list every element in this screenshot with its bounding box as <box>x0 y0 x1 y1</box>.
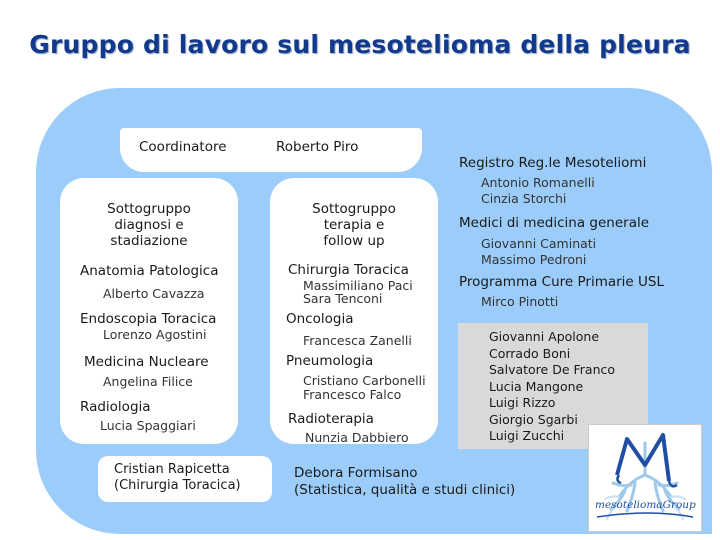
patient-name: Corrado Boni <box>489 345 571 361</box>
therapy-section-chirurgia: Chirurgia Toracica <box>288 262 409 278</box>
diagnosis-section-radiologia: Radiologia <box>80 399 151 415</box>
lungs-icon <box>589 425 701 531</box>
patient-name: Luigi Zucchi <box>489 428 565 443</box>
therapy-member: Nunzia Dabbiero <box>305 430 409 445</box>
therapy-member: Cristiano Carbonelli <box>303 373 426 388</box>
right-member: Massimo Pedroni <box>481 252 587 267</box>
right-member: Giovanni Caminati <box>481 236 597 251</box>
diagnosis-section-anatomia: Anatomia Patologica <box>80 263 219 279</box>
diagnosis-section-medicina-nucleare: Medicina Nucleare <box>84 354 209 370</box>
patient-name: Salvatore De Franco <box>489 362 616 377</box>
statistics-name: Debora Formisano <box>294 465 418 481</box>
diagnosis-section-endoscopia: Endoscopia Toracica <box>80 311 217 327</box>
right-member: Antonio Romanelli <box>481 175 595 190</box>
statistics-role: (Statistica, qualità e studi clinici) <box>294 482 516 498</box>
diagnosis-subgroup-title: Sottogruppo diagnosi e stadiazione <box>107 201 191 249</box>
right-section-medici: Medici di medicina generale <box>459 215 650 231</box>
right-section-registro: Registro Reg.le Mesoteliomi <box>459 155 647 171</box>
patient-name: Giorgio Sgarbi <box>489 411 578 427</box>
therapy-section-pneumologia: Pneumologia <box>286 353 374 369</box>
patient-name: Luigi Rizzo <box>489 395 556 410</box>
mesotelioma-group-logo <box>588 424 702 532</box>
therapy-subgroup-title: Sottogruppo terapia e follow up <box>312 201 396 249</box>
patient-name: Lucia Mangone <box>489 378 584 394</box>
logo-text: mesoteliomaGroup <box>595 499 696 511</box>
therapy-member: Francesca Zanelli <box>303 333 412 348</box>
right-section-programma: Programma Cure Primarie USL <box>459 274 665 290</box>
therapy-section-oncologia: Oncologia <box>286 311 354 327</box>
coordinator-name: Roberto Piro <box>276 139 359 155</box>
coordinator-label: Coordinatore <box>139 139 227 155</box>
therapy-member: Massimiliano Paci <box>303 278 413 293</box>
right-member: Mirco Pinotti <box>481 294 559 309</box>
diagnosis-member: Lorenzo Agostini <box>103 327 207 342</box>
therapy-member: Francesco Falco <box>303 387 402 402</box>
page-title: Gruppo di lavoro sul mesotelioma della pleura <box>29 30 691 59</box>
diagnosis-member: Alberto Cavazza <box>103 286 205 301</box>
right-member: Cinzia Storchi <box>481 191 567 206</box>
thoracic-surgery-member: Cristian Rapicetta (Chirurgia Toracica) <box>114 462 241 493</box>
diagnosis-member: Angelina Filice <box>103 374 193 389</box>
diagnosis-member: Lucia Spaggiari <box>100 418 196 433</box>
patient-name: Giovanni Apolone <box>489 329 600 344</box>
therapy-section-radioterapia: Radioterapia <box>288 411 374 427</box>
therapy-member: Sara Tenconi <box>303 291 383 306</box>
